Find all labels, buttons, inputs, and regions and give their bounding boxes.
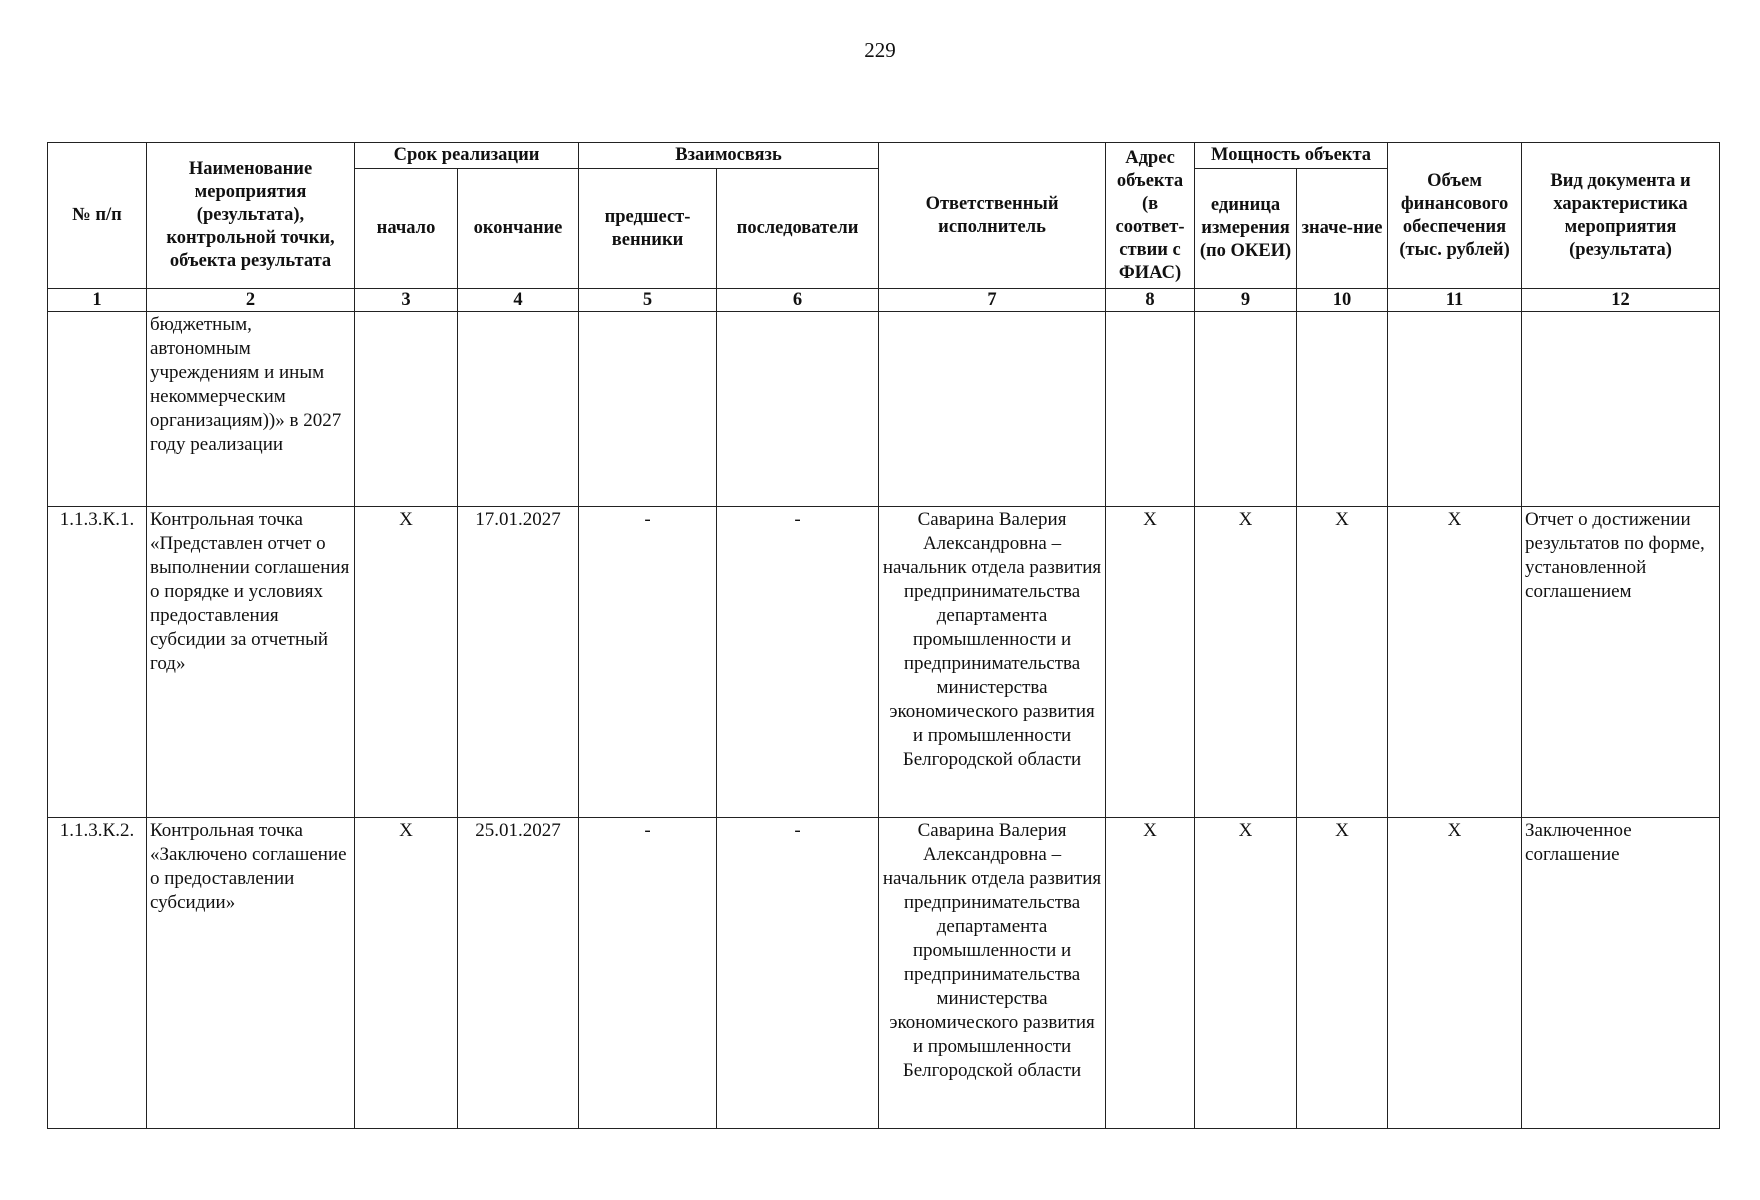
col-number: 3 bbox=[355, 289, 458, 312]
cell-pred: - bbox=[579, 818, 717, 1129]
cell-unit bbox=[1195, 312, 1297, 507]
table-row bbox=[48, 818, 1720, 1129]
col-number: 10 bbox=[1297, 289, 1388, 312]
header-name: Наименование мероприятия (результата), контрольной точки, объекта результата bbox=[147, 143, 355, 289]
cell-doc: Заключенное соглашение bbox=[1522, 818, 1720, 1129]
cell-unit: X bbox=[1195, 507, 1297, 818]
header-group-term: Срок реализации bbox=[355, 143, 579, 169]
cell-start: X bbox=[355, 507, 458, 818]
header-start: начало bbox=[355, 169, 458, 289]
table-row bbox=[48, 312, 1720, 507]
cell-name: Контрольная точка «Заключено соглашение о предоставлении субсидии» bbox=[147, 818, 355, 1129]
cell-start: X bbox=[355, 818, 458, 1129]
cell-finance: X bbox=[1388, 507, 1522, 818]
cell-name: Контрольная точка «Представлен отчет о выполнении соглашения о порядке и условиях предоставления субсидии за отчетный год» bbox=[147, 507, 355, 818]
cell-num: 1.1.3.К.2. bbox=[48, 818, 147, 1129]
cell-name: бюджетным, автономным учреждениям и иным некоммерческим организациям))» в 2027 году реализации bbox=[147, 312, 355, 507]
header-value: значе-ние bbox=[1297, 169, 1388, 289]
header-address: Адрес объекта (в соответ-ствии с ФИАС) bbox=[1106, 143, 1195, 289]
cell-address bbox=[1106, 312, 1195, 507]
cell-succ: - bbox=[717, 507, 879, 818]
table-header bbox=[48, 143, 1720, 312]
cell-start bbox=[355, 312, 458, 507]
header-doc: Вид документа и характеристика мероприятия (результата) bbox=[1522, 143, 1720, 289]
cell-responsible: Саварина Валерия Александровна – начальник отдела развития предпринимательства департамента промышленности и предпринимательства министерства экономического развития и промышленности Белгородской области bbox=[879, 818, 1106, 1129]
header-responsible: Ответственный исполнитель bbox=[879, 143, 1106, 289]
col-number: 1 bbox=[48, 289, 147, 312]
cell-end bbox=[458, 312, 579, 507]
cell-num: 1.1.3.К.1. bbox=[48, 507, 147, 818]
cell-succ: - bbox=[717, 818, 879, 1129]
cell-end: 17.01.2027 bbox=[458, 507, 579, 818]
cell-value bbox=[1297, 312, 1388, 507]
col-number: 12 bbox=[1522, 289, 1720, 312]
cell-doc: Отчет о достижении результатов по форме, установленной соглашением bbox=[1522, 507, 1720, 818]
cell-pred: - bbox=[579, 507, 717, 818]
cell-end: 25.01.2027 bbox=[458, 818, 579, 1129]
col-number: 7 bbox=[879, 289, 1106, 312]
col-number: 5 bbox=[579, 289, 717, 312]
cell-unit: X bbox=[1195, 818, 1297, 1129]
header-finance: Объем финансового обеспечения (тыс. рублей) bbox=[1388, 143, 1522, 289]
plan-table bbox=[47, 142, 1720, 1129]
cell-responsible bbox=[879, 312, 1106, 507]
cell-finance: X bbox=[1388, 818, 1522, 1129]
col-number: 8 bbox=[1106, 289, 1195, 312]
header-end: окончание bbox=[458, 169, 579, 289]
header-group-link: Взаимосвязь bbox=[579, 143, 879, 169]
table-row bbox=[48, 507, 1720, 818]
cell-succ bbox=[717, 312, 879, 507]
header-num: № п/п bbox=[48, 143, 147, 289]
header-unit: единица измерения (по ОКЕИ) bbox=[1195, 169, 1297, 289]
col-number: 11 bbox=[1388, 289, 1522, 312]
cell-pred bbox=[579, 312, 717, 507]
cell-doc bbox=[1522, 312, 1720, 507]
cell-num bbox=[48, 312, 147, 507]
col-number: 6 bbox=[717, 289, 879, 312]
cell-finance bbox=[1388, 312, 1522, 507]
header-group-capacity: Мощность объекта bbox=[1195, 143, 1388, 169]
col-number: 4 bbox=[458, 289, 579, 312]
col-number: 9 bbox=[1195, 289, 1297, 312]
cell-responsible: Саварина Валерия Александровна – начальник отдела развития предпринимательства департамента промышленности и предпринимательства министерства экономического развития и промышленности Белгородской области bbox=[879, 507, 1106, 818]
header-succ: последователи bbox=[717, 169, 879, 289]
cell-value: X bbox=[1297, 818, 1388, 1129]
cell-value: X bbox=[1297, 507, 1388, 818]
cell-address: X bbox=[1106, 507, 1195, 818]
page-number: 229 bbox=[864, 38, 896, 62]
cell-address: X bbox=[1106, 818, 1195, 1129]
col-number: 2 bbox=[147, 289, 355, 312]
header-pred: предшест-венники bbox=[579, 169, 717, 289]
